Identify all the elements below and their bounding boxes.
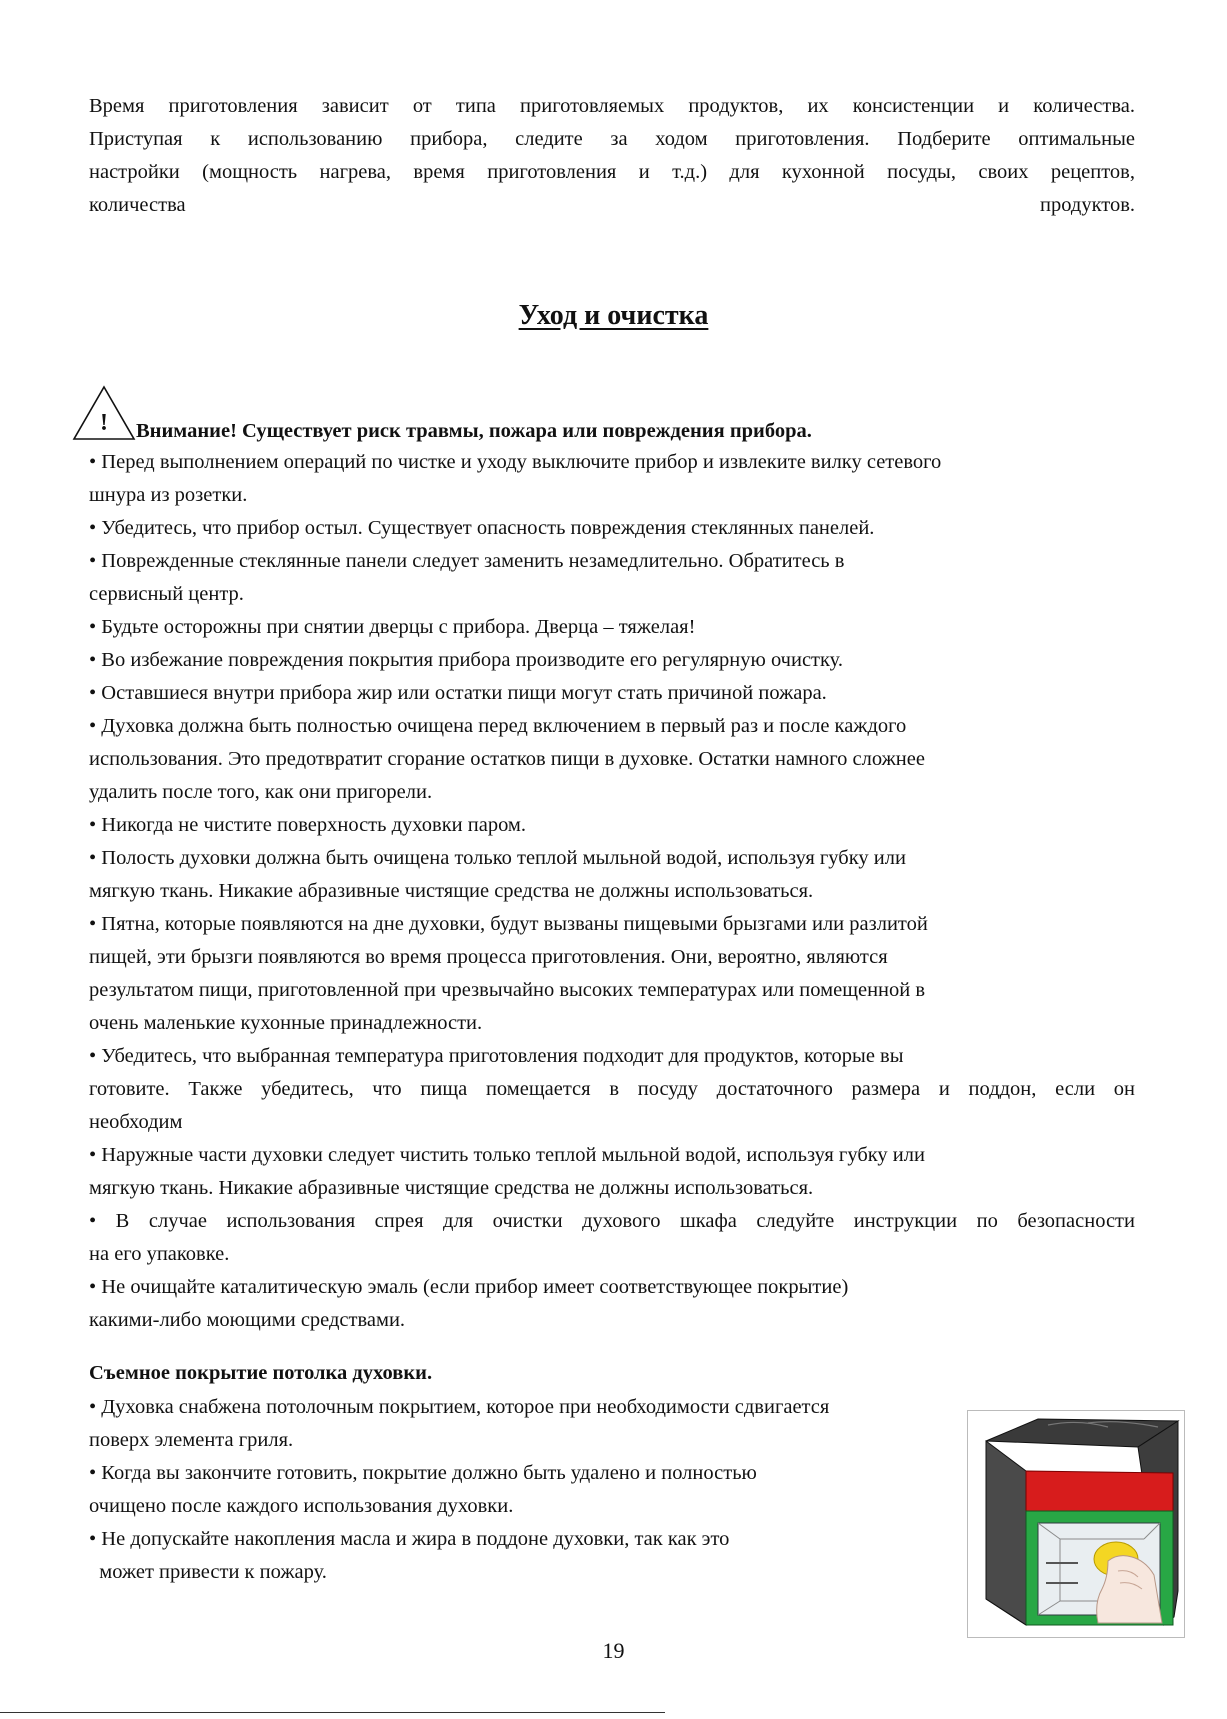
bullet-item xyxy=(89,842,1135,908)
bullet-item xyxy=(89,677,1135,710)
bullet-item xyxy=(89,1391,989,1457)
text-line: очищено после каждого использования духовки. xyxy=(89,1495,514,1517)
text-line: использования. Это предотвратит сгорание остатков пищи в духовке. Остатки намного сложнее xyxy=(89,748,925,770)
footer-rule xyxy=(0,1712,665,1713)
text-line: • Оставшиеся внутри прибора жир или остатки пищи могут стать причиной пожара. xyxy=(89,682,827,704)
bullet-item xyxy=(89,446,1135,512)
text-line: количества продуктов. xyxy=(89,194,1135,216)
text-line: • Когда вы закончите готовить, покрытие должно быть удалено и полностью xyxy=(89,1462,757,1484)
text-line: • Перед выполнением операций по чистке и уходу выключите прибор и извлеките вилку сетевого xyxy=(89,451,942,473)
bullet-item xyxy=(89,710,1135,809)
oven-cleaning-illustration xyxy=(967,1410,1185,1638)
bullet-item xyxy=(89,512,1135,545)
text-line: • Убедитесь, что выбранная температура приготовления подходит для продуктов, которые вы xyxy=(89,1045,904,1067)
bullet-item xyxy=(89,908,1135,1040)
text-line: • Полость духовки должна быть очищена только теплой мыльной водой, используя губку или xyxy=(89,847,906,869)
text-line: • Поврежденные стеклянные панели следует заменить незамедлительно. Обратитесь в xyxy=(89,550,845,572)
bullet-item xyxy=(89,809,1135,842)
text-line: • Духовка должна быть полностью очищена перед включением в первый раз и после каждого xyxy=(89,715,907,737)
text-line: • Пятна, которые появляются на дне духовки, будут вызваны пищевыми брызгами или разлитой xyxy=(89,913,928,935)
care-bullet-list xyxy=(89,446,1135,1337)
oven-drawing xyxy=(968,1411,1184,1637)
bullet-item xyxy=(89,1523,989,1589)
bullet-item xyxy=(89,1040,1135,1139)
text-line: необходим xyxy=(89,1111,183,1133)
section-title: Уход и очистка xyxy=(518,300,709,331)
warning-text: Внимание! Существует риск травмы, пожара или повреждения прибора. xyxy=(136,420,812,442)
text-line: • В случае использования спрея для очистки духового шкафа следуйте инструкции по безопасности xyxy=(89,1210,1135,1232)
text-line: сервисный центр. xyxy=(89,583,244,605)
text-line: Приступая к использованию прибора, следите за ходом приготовления. Подберите оптимальные xyxy=(89,128,1135,150)
warning-row xyxy=(72,385,1132,442)
intro-paragraph xyxy=(89,90,1135,222)
text-line: • Духовка снабжена потолочным покрытием, которое при необходимости сдвигается xyxy=(89,1396,830,1418)
text-line: • Никогда не чистите поверхность духовки паром. xyxy=(89,814,527,836)
bullet-item xyxy=(89,1457,989,1523)
warning-triangle-icon xyxy=(72,385,136,441)
text-line: пищей, эти брызги появляются во время процесса приготовления. Они, вероятно, являются xyxy=(89,946,888,968)
text-line: шнура из розетки. xyxy=(89,484,248,506)
text-line: может привести к пожару. xyxy=(89,1561,327,1583)
text-line: на его упаковке. xyxy=(89,1243,230,1265)
text-line: мягкую ткань. Никакие абразивные чистящие средства не должны использоваться. xyxy=(89,1177,814,1199)
text-line: удалить после того, как они пригорели. xyxy=(89,781,433,803)
bullet-item xyxy=(89,545,1135,611)
bullet-item xyxy=(89,644,1135,677)
text-line: мягкую ткань. Никакие абразивные чистящие средства не должны использоваться. xyxy=(89,880,814,902)
text-line: • Убедитесь, что прибор остыл. Существует опасность повреждения стеклянных панелей. xyxy=(89,517,875,539)
warning-mark: ! xyxy=(100,410,108,436)
text-line: • Наружные части духовки следует чистить только теплой мыльной водой, используя губку или xyxy=(89,1144,925,1166)
text-line: Время приготовления зависит от типа приготовляемых продуктов, их консистенции и количества. xyxy=(89,95,1135,117)
text-line: • Не очищайте каталитическую эмаль (если прибор имеет соответствующее покрытие) xyxy=(89,1276,849,1298)
subsection-title: Съемное покрытие потолка духовки. xyxy=(89,1362,433,1384)
bullet-item xyxy=(89,611,1135,644)
text-line: результатом пищи, приготовленной при чрезвычайно высоких температурах или помещенной в xyxy=(89,979,926,1001)
bullet-item xyxy=(89,1205,1135,1271)
text-line: • Во избежание повреждения покрытия прибора производите его регулярную очистку. xyxy=(89,649,843,671)
text-line: очень маленькие кухонные принадлежности. xyxy=(89,1012,483,1034)
text-line: настройки (мощность нагрева, время приготовления и т.д.) для кухонной посуды, своих рецептов, xyxy=(89,161,1135,183)
text-line: • Не допускайте накопления масла и жира в поддоне духовки, так как это xyxy=(89,1528,730,1550)
text-line: какими-либо моющими средствами. xyxy=(89,1309,406,1331)
text-line: • Будьте осторожны при снятии дверцы с прибора. Дверца – тяжелая! xyxy=(89,616,696,638)
text-line: поверх элемента гриля. xyxy=(89,1429,294,1451)
bullet-item xyxy=(89,1271,1135,1337)
page-number: 19 xyxy=(602,1638,625,1663)
text-line: готовите. Также убедитесь, что пища помещается в посуду достаточного размера и поддон, если он xyxy=(89,1078,1135,1100)
bullet-item xyxy=(89,1139,1135,1205)
ceiling-cover-bullet-list xyxy=(89,1391,989,1589)
